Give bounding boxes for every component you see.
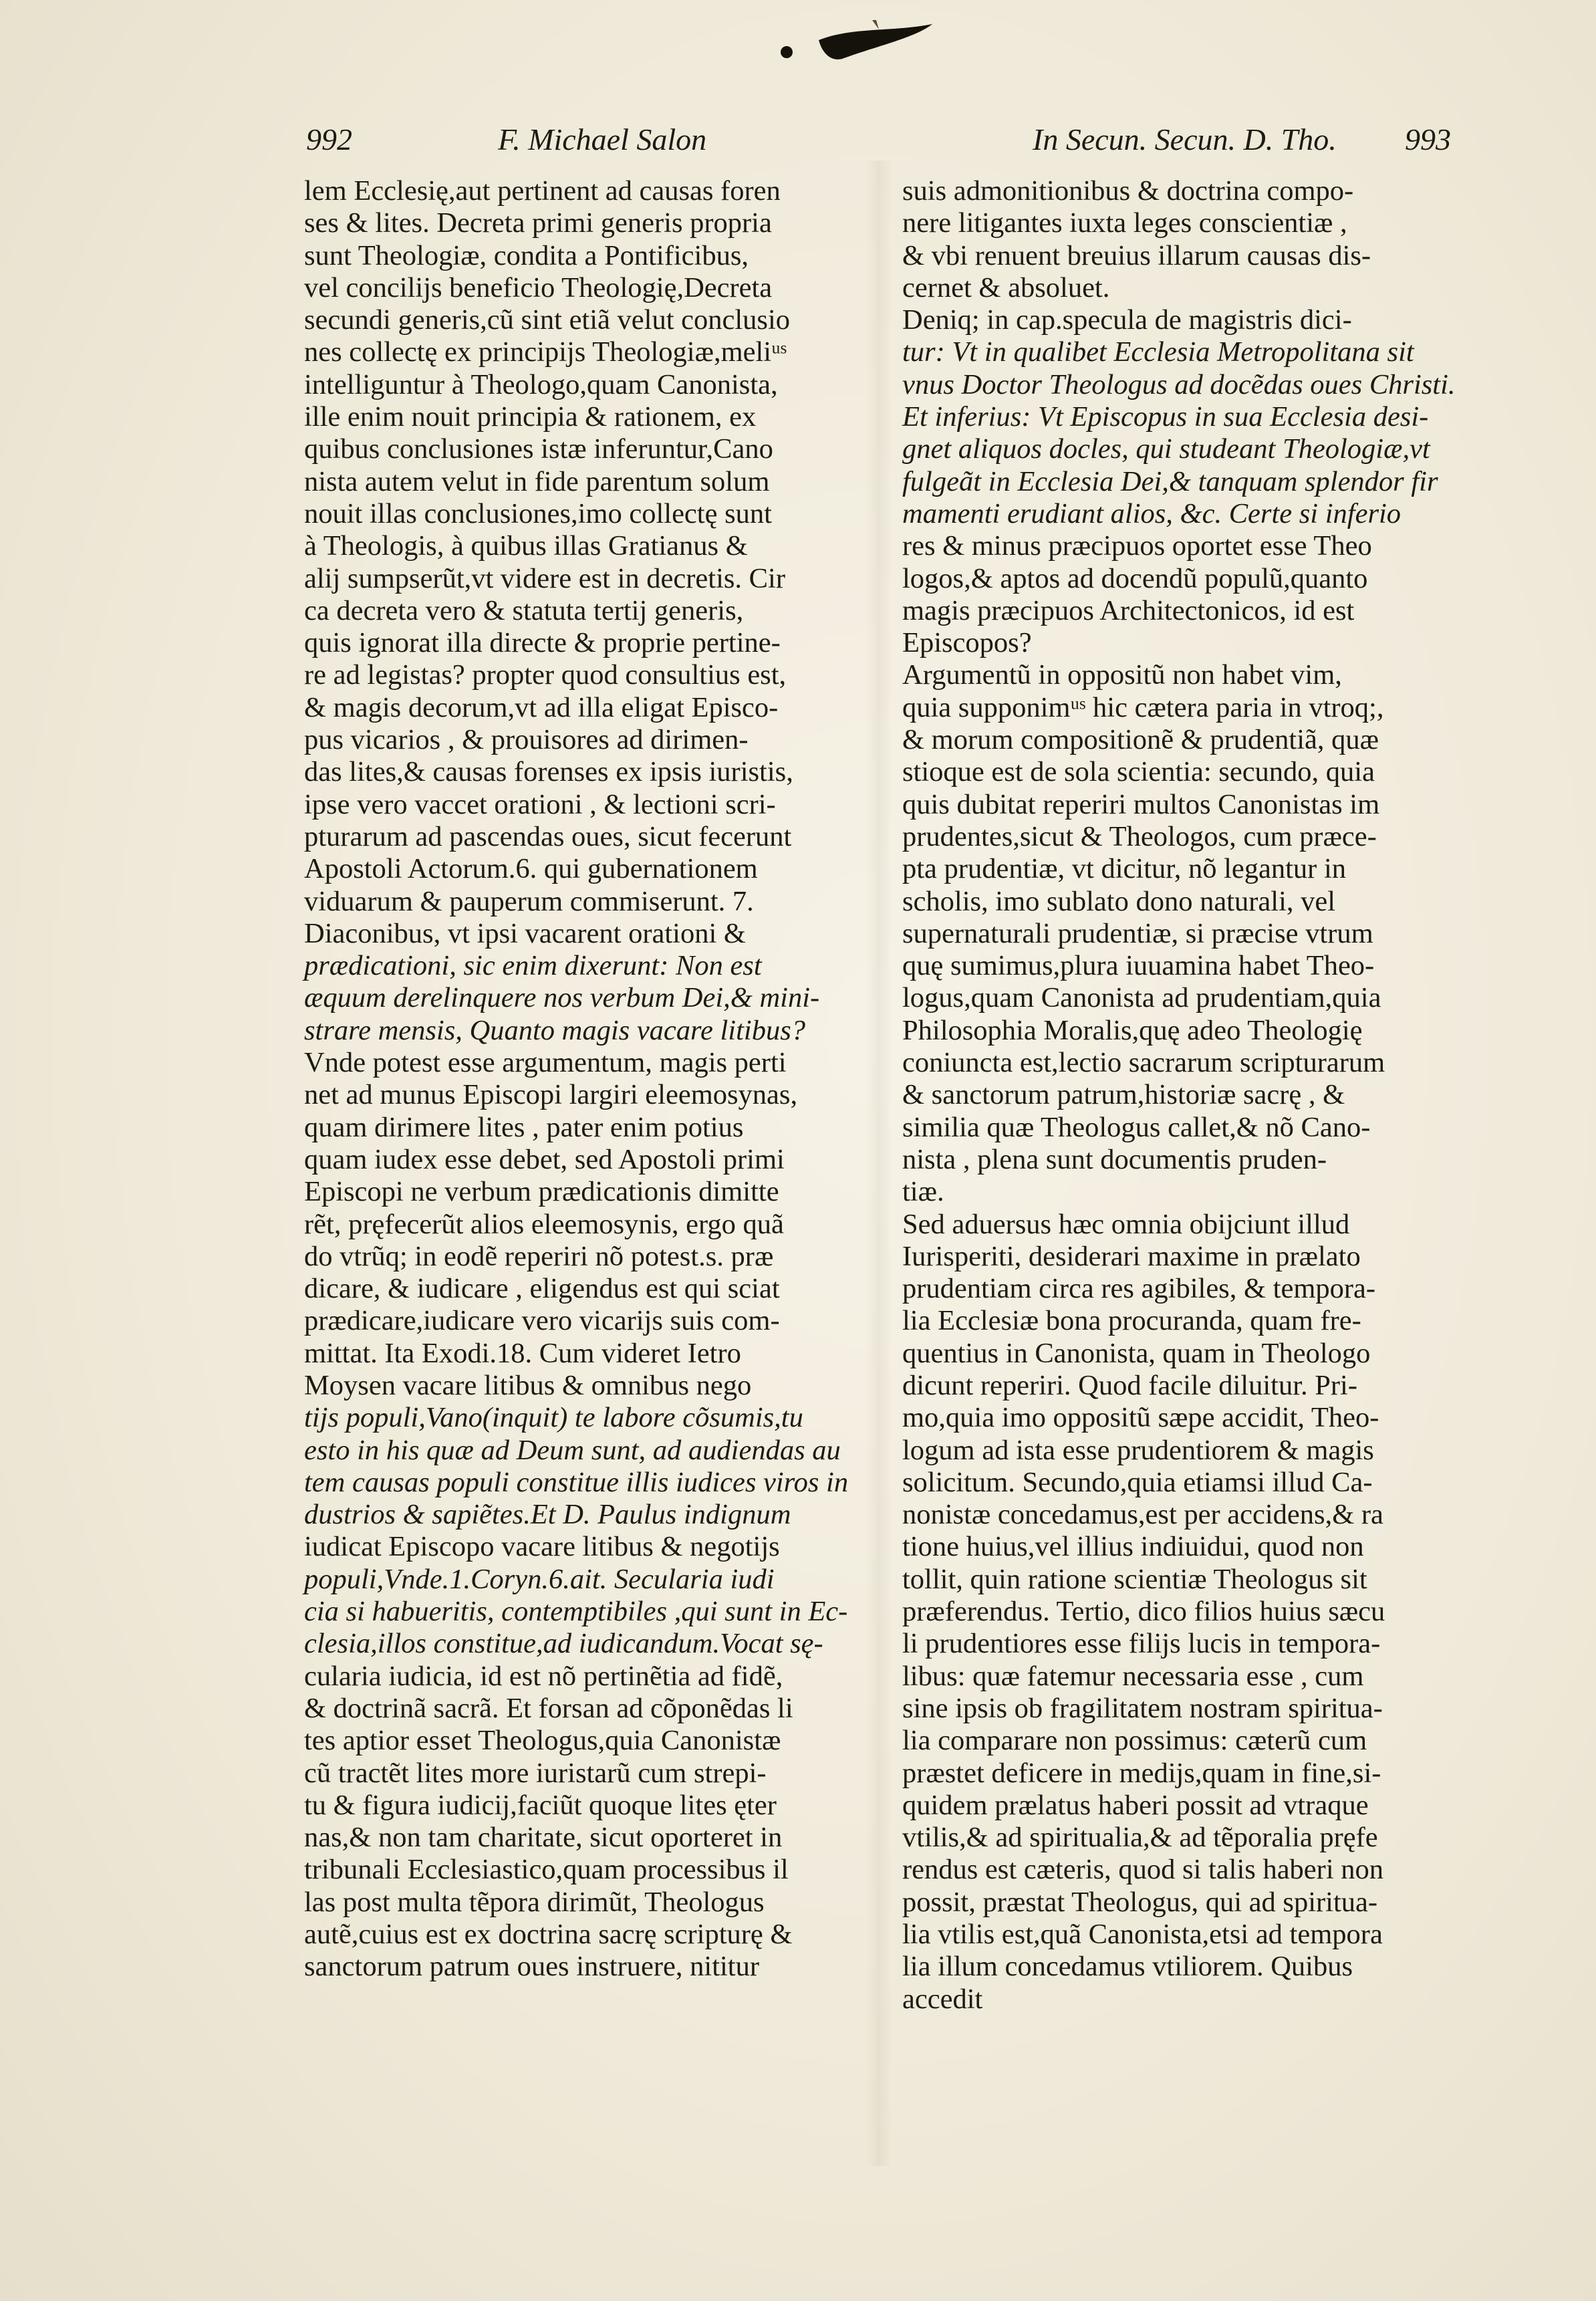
text-line: lia illum concedamus vtiliorem. Quibus xyxy=(902,1951,1353,1983)
text-line: coniuncta est,lectio sacrarum scripturarum xyxy=(902,1047,1385,1079)
text-line: Episcopos? xyxy=(902,627,1032,659)
text-line: esto in his quæ ad Deum sunt, ad audiendas au xyxy=(304,1434,841,1466)
text-line: & sanctorum patrum,historiæ sacrę , & xyxy=(902,1079,1345,1111)
text-line: rẽt, pręfecerũt alios eleemosynis, ergo quã xyxy=(304,1208,784,1240)
gutter-shadow xyxy=(866,160,892,2166)
text-line: prudentes,sicut & Theologos, cum præce- xyxy=(902,820,1377,852)
text-line: quam dirimere lites , pater enim potius xyxy=(304,1111,744,1143)
text-line: accedit xyxy=(902,1983,983,2015)
text-line: strare mensis, Quanto magis vacare litibus? xyxy=(304,1014,806,1046)
text-line: æquum derelinquere nos verbum Dei,& mini- xyxy=(304,982,820,1014)
text-line: supernaturali prudentiæ, si præcise vtrum xyxy=(902,917,1373,949)
author-header: F. Michael Salon xyxy=(498,122,707,156)
text-line: clesia,illos constitue,ad iudicandum.Vocat sę- xyxy=(304,1628,823,1660)
text-line: iudicat Episcopo vacare litibus & negotijs xyxy=(304,1531,780,1563)
text-line: logum ad ista esse prudentiorem & magis xyxy=(902,1434,1374,1466)
text-line: nouit illas conclusiones,imo collectę sunt xyxy=(304,497,772,529)
text-line: possit, præstat Theologus, qui ad spiritua- xyxy=(902,1886,1378,1918)
text-line: dicunt reperiri. Quod facile diluitur. Pri- xyxy=(902,1369,1357,1401)
text-line: Vnde potest esse argumentum, magis perti xyxy=(304,1047,787,1079)
text-line: & magis decorum,vt ad illa eligat Episco- xyxy=(304,691,779,723)
text-line: nere litigantes iuxta leges conscientiæ , xyxy=(902,207,1347,239)
text-line: Diaconibus, vt ipsi vacarent orationi & xyxy=(304,917,746,949)
text-line: nonistæ concedamus,est per accidens,& ra xyxy=(902,1499,1383,1531)
text-line: suis admonitionibus & doctrina compo- xyxy=(902,175,1354,207)
text-line: mamenti erudiant alios, &c. Certe si inferio xyxy=(902,497,1402,529)
text-line: das lites,& causas forenses ex ipsis iuristis, xyxy=(304,756,793,788)
text-line: dicare, & iudicare , eligendus est qui sciat xyxy=(304,1273,780,1305)
text-line: do vtrũq; in eodẽ reperiri nõ potest.s. præ xyxy=(304,1240,774,1272)
text-line: res & minus præcipuos oportet esse Theo xyxy=(902,530,1372,562)
text-line: ille enim nouit principia & rationem, ex xyxy=(304,401,757,433)
text-line: tes aptior esset Theologus,quia Canonistæ xyxy=(304,1725,781,1757)
text-line: Apostoli Actorum.6. qui gubernationem xyxy=(304,853,758,885)
text-line: tijs populi,Vano(inquit) te labore cõsumis,tu xyxy=(304,1402,803,1434)
text-line: net ad munus Episcopi largiri eleemosynas, xyxy=(304,1079,798,1111)
text-line: cũ tractẽt lites more iuristarũ cum strepi- xyxy=(304,1757,767,1789)
text-line: tione huius,vel illius indiuidui, quod non xyxy=(902,1531,1364,1563)
text-line: tu & figura iudicij,faciũt quoque lites ęter xyxy=(304,1789,777,1821)
text-line: solicitum. Secundo,quia etiamsi illud Ca- xyxy=(902,1466,1373,1498)
page-number-left: 992 xyxy=(306,122,352,156)
text-line: tribunali Ecclesiastico,quam processibus il xyxy=(304,1854,789,1886)
text-line: mittat. Ita Exodi.18. Cum videret Ietro xyxy=(304,1337,741,1369)
text-line: nista autem velut in fide parentum solum xyxy=(304,465,770,497)
text-line: dustrios & sapiẽtes.Et D. Paulus indignum xyxy=(304,1499,791,1531)
text-line: quam iudex esse debet, sed Apostoli primi xyxy=(304,1143,785,1175)
text-line: re ad legistas? propter quod consultius est, xyxy=(304,659,787,691)
text-line: à Theologis, à quibus illas Gratianus & xyxy=(304,530,748,562)
text-line: fulgeãt in Ecclesia Dei,& tanquam splendor fir xyxy=(902,465,1438,497)
text-line: alij sumpserũt,vt videre est in decretis. Cir xyxy=(304,562,785,594)
left-text-column xyxy=(304,175,859,1983)
text-line: lia comparare non possimus: cæterũ cum xyxy=(902,1725,1367,1757)
text-line: Deniq; in cap.specula de magistris dici- xyxy=(902,304,1352,336)
text-line: præferendus. Tertio, dico filios huius sæcu xyxy=(902,1596,1385,1628)
text-line: scholis, imo sublato dono naturali, vel xyxy=(902,885,1336,917)
text-line: intelliguntur à Theologo,quam Canonista, xyxy=(304,368,778,400)
text-line: Iurisperiti, desiderari maxime in prælato xyxy=(902,1240,1361,1272)
right-text-column xyxy=(902,175,1470,2016)
text-line: tollit, quin ratione scientiæ Theologus sit xyxy=(902,1563,1367,1595)
text-line: autẽ,cuius est ex doctrina sacrę scripturę & xyxy=(304,1919,793,1951)
text-line: sanctorum patrum oues instruere, nititur xyxy=(304,1951,760,1983)
text-line: mo,quia imo oppositũ sæpe accidit, Theo- xyxy=(902,1402,1379,1434)
text-line: quibus conclusiones istæ inferuntur,Cano xyxy=(304,433,773,465)
text-line: prædicare,iudicare vero vicarijs suis com- xyxy=(304,1305,780,1337)
text-line: cernet & absoluet. xyxy=(902,271,1110,304)
text-line: gnet aliquos docles, qui studeant Theologiæ,vt xyxy=(902,433,1430,465)
text-line: quę sumimus,plura iuuamina habet Theo- xyxy=(902,950,1375,982)
text-line: quis ignorat illa directe & proprie pertine- xyxy=(304,627,781,659)
text-line: logus,quam Canonista ad prudentiam,quia xyxy=(902,982,1381,1014)
text-line: tem causas populi constitue illis iudices viros in xyxy=(304,1466,849,1498)
text-line: pta prudentiæ, vt dicitur, nõ legantur in xyxy=(902,853,1347,885)
text-line: quia supponimᵘˢ hic cætera paria in vtroq;, xyxy=(902,691,1384,723)
text-line: tur: Vt in qualibet Ecclesia Metropolitana sit xyxy=(902,336,1414,368)
text-line: & vbi renuent breuius illarum causas dis- xyxy=(902,239,1371,271)
text-line: quentius in Canonista, quam in Theologo xyxy=(902,1337,1371,1369)
text-line: Et inferius: Vt Episcopus in sua Ecclesia desi- xyxy=(902,401,1429,433)
text-line: las post multa tẽpora dirimũt, Theologus xyxy=(304,1886,765,1918)
text-line: secundi generis,cũ sint etiã velut conclusio xyxy=(304,304,791,336)
text-line: Moysen vacare litibus & omnibus nego xyxy=(304,1369,752,1401)
text-line: populi,Vnde.1.Coryn.6.ait. Secularia iudi xyxy=(304,1563,775,1595)
text-line: vel concilijs beneficio Theologię,Decreta xyxy=(304,271,773,304)
text-line: lia vtilis est,quã Canonista,etsi ad tempora xyxy=(902,1919,1383,1951)
text-line: Sed aduersus hæc omnia obijciunt illud xyxy=(902,1208,1350,1240)
text-line: rendus est cæteris, quod si talis haberi non xyxy=(902,1854,1384,1886)
text-line: vtilis,& ad spiritualia,& ad tẽporalia pręfe xyxy=(902,1822,1378,1854)
text-line: ses & lites. Decreta primi generis propria xyxy=(304,207,772,239)
text-line: præstet deficere in medijs,quam in fine,si- xyxy=(902,1757,1381,1789)
text-line: magis præcipuos Architectonicos, id est xyxy=(902,594,1355,626)
text-line: Episcopi ne verbum prædicationis dimitte xyxy=(304,1176,779,1208)
text-line: viduarum & pauperum commiserunt. 7. xyxy=(304,885,754,917)
text-line: pus vicarios , & prouisores ad dirimen- xyxy=(304,724,749,756)
text-line: nista , plena sunt documentis pruden- xyxy=(902,1143,1327,1175)
text-line: prædicationi, sic enim dixerunt: Non est xyxy=(304,950,762,982)
text-line: Philosophia Moralis,quę adeo Theologię xyxy=(902,1014,1363,1046)
text-line: similia quæ Theologus callet,& nõ Cano- xyxy=(902,1111,1371,1143)
text-line: ca decreta vero & statuta tertij generis, xyxy=(304,594,744,626)
text-line: Argumentũ in oppositũ non habet vim, xyxy=(902,659,1342,691)
text-line: quidem prælatus haberi possit ad vtraque xyxy=(902,1789,1369,1821)
text-line: sunt Theologiæ, condita a Pontificibus, xyxy=(304,239,749,271)
text-line: vnus Doctor Theologus ad docẽdas oues Christi. xyxy=(902,368,1456,400)
text-line: & morum compositionẽ & prudentiã, quæ xyxy=(902,724,1379,756)
text-line: cularia iudicia, id est nõ pertinẽtia ad fidẽ, xyxy=(304,1660,783,1692)
text-line: pturarum ad pascendas oues, sicut fecerunt xyxy=(304,820,792,852)
text-line: logos,& aptos ad docendũ populũ,quanto xyxy=(902,562,1368,594)
text-line: lem Ecclesię,aut pertinent ad causas foren xyxy=(304,175,781,207)
text-line: stioque est de sola scientia: secundo, quia xyxy=(902,756,1375,788)
text-line: cia si habueritis, contemptibiles ,qui sunt in Ec- xyxy=(304,1596,848,1628)
running-header xyxy=(0,122,1596,168)
text-line: tiæ. xyxy=(902,1176,944,1208)
text-line: ipse vero vaccet orationi , & lectioni scri- xyxy=(304,788,776,820)
ink-blot xyxy=(779,20,939,74)
running-title-header: In Secun. Secun. D. Tho. xyxy=(1033,122,1337,156)
text-line: libus: quæ fatemur necessaria esse , cum xyxy=(902,1660,1364,1692)
text-line: lia Ecclesiæ bona procuranda, quam fre- xyxy=(902,1305,1361,1337)
text-line: sine ipsis ob fragilitatem nostram spiritua- xyxy=(902,1692,1383,1724)
text-line: nas,& non tam charitate, sicut oporteret in xyxy=(304,1822,783,1854)
text-line: quis dubitat reperiri multos Canonistas im xyxy=(902,788,1380,820)
text-line: li prudentiores esse filijs lucis in tempora- xyxy=(902,1628,1381,1660)
text-line: prudentiam circa res agibiles, & tempora- xyxy=(902,1273,1376,1305)
text-line: & doctrinã sacrã. Et forsan ad cõponẽdas li xyxy=(304,1692,793,1724)
text-line: nes collectę ex principijs Theologiæ,meliᵘˢ xyxy=(304,336,787,368)
page-number-right: 993 xyxy=(1405,122,1451,156)
